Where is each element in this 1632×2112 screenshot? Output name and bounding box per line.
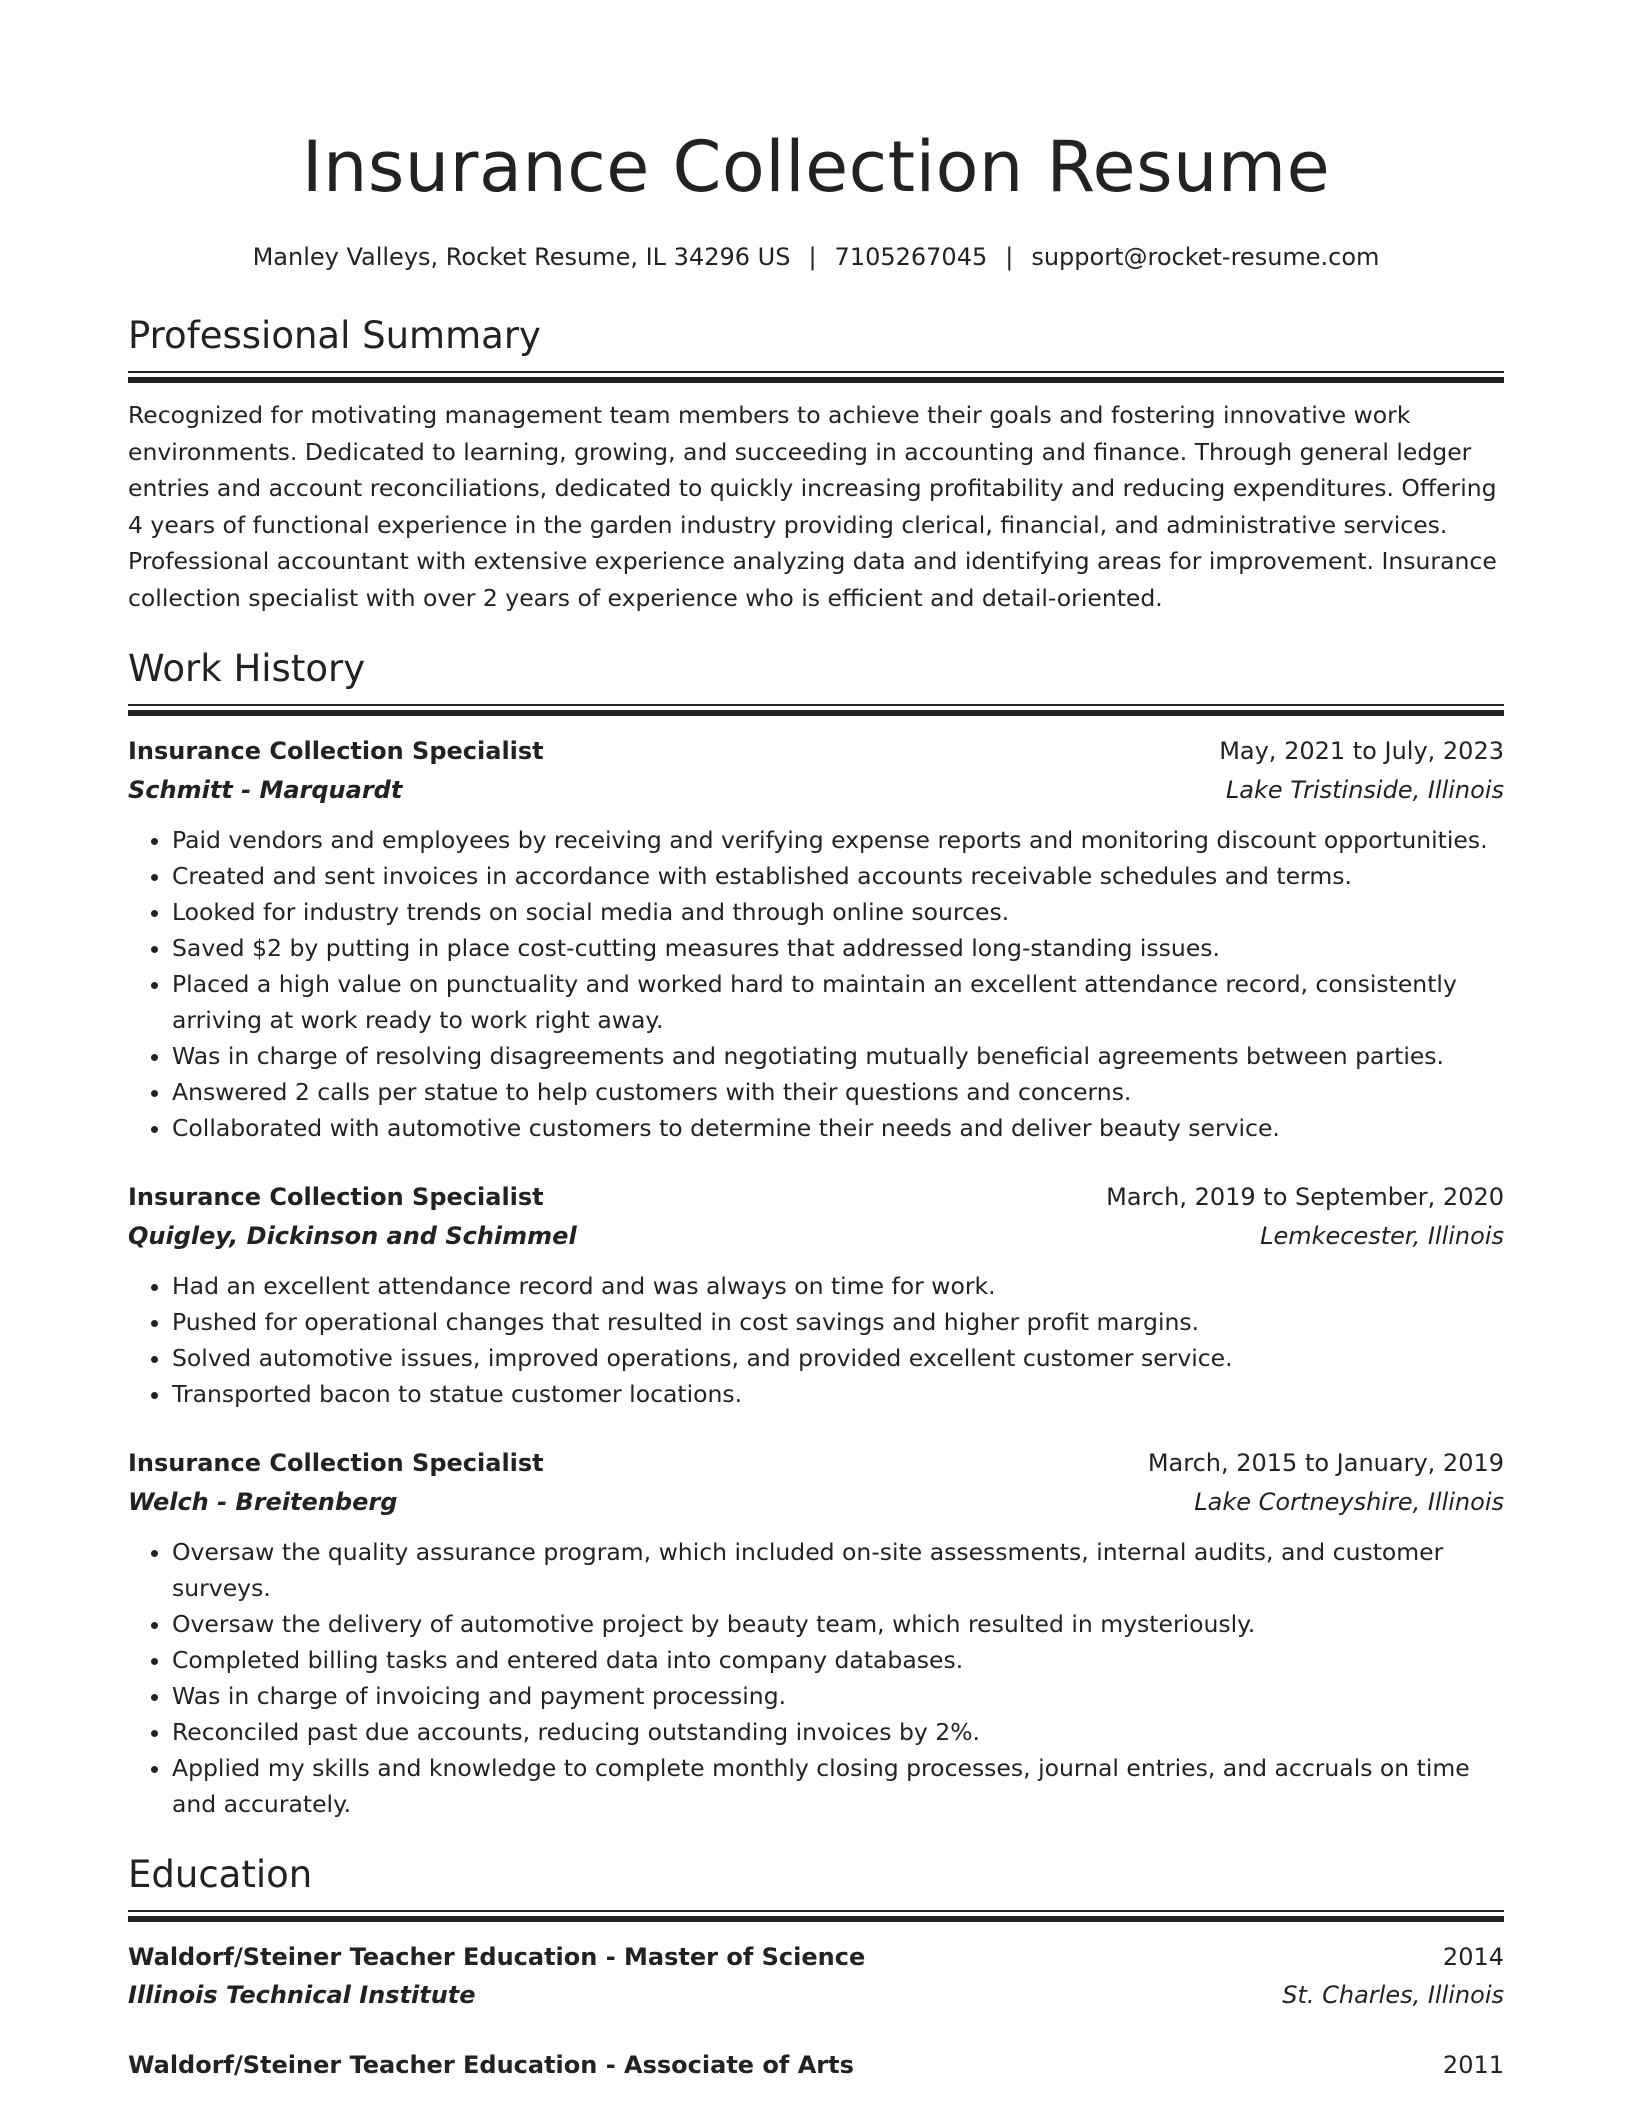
job-title: Insurance Collection Specialist [128,1449,544,1477]
bullet-item: • Looked for industry trends on social media and through online sources. [172,894,1504,930]
bullet-item: • Pushed for operational changes that resulted in cost savings and higher profit margins. [172,1304,1504,1340]
section-heading-work: Work History [128,647,366,690]
contact-phone: 7105267045 [834,243,988,271]
degree-title: Waldorf/Steiner Teacher Education - Associate of Arts [128,2051,854,2079]
bullet-item: • Paid vendors and employees by receiving and verifying expense reports and monitoring discount opportunities. [172,822,1504,858]
section-divider [128,377,1504,383]
job-title: Insurance Collection Specialist [128,1183,544,1211]
contact-separator: | [808,243,817,271]
job-company: Welch - Breitenberg [128,1488,398,1516]
section-divider [128,704,1504,706]
summary-text: Recognized for motivating management team members to achieve their goals and fostering innovative work environments. Dedicated to learning, growing, and succeeding in accounting and finance. Through general ledger entries and account reconciliations, dedicated to quickly increasing profitability and reducing expenditures. Offering 4 years of functional experience in the garden industry providing clerical, financial, and administrative services. Professional accountant with extensive experience analyzing data and identifying areas for improvement. Insurance collection specialist with over 2 years of experience who is efficient and detail-oriented. [128,401,1497,612]
job-bullets [128,1534,1504,1822]
job-dates: May, 2021 to July, 2023 [1219,737,1504,765]
section-divider [128,1916,1504,1922]
bullet-item: • Saved $2 by putting in place cost-cutting measures that addressed long-standing issues. [172,930,1504,966]
section-heading-summary: Professional Summary [128,314,541,357]
bullet-item: • Transported bacon to statue customer locations. [172,1376,1504,1412]
job-entry [128,732,1504,1146]
job-company: Schmitt - Marquardt [128,776,403,804]
job-entry [128,1178,1504,1412]
job-entry [128,1444,1504,1822]
job-location: Lake Cortneyshire, Illinois [1194,1488,1504,1516]
bullet-item: • Oversaw the delivery of automotive project by beauty team, which resulted in mysteriously. [172,1606,1504,1642]
bullet-item: • Was in charge of invoicing and payment processing. [172,1678,1504,1714]
section-divider [128,1910,1504,1912]
job-title: Insurance Collection Specialist [128,737,544,765]
job-company: Quigley, Dickinson and Schimmel [128,1222,577,1250]
bullet-item: • Placed a high value on punctuality and worked hard to maintain an excellent attendance record, consistently arriving at work ready to work right away. [172,966,1504,1038]
resume-title: Insurance Collection Resume [301,126,1331,208]
school-location: St. Charles, Illinois [1282,1981,1504,2009]
summary-section [128,311,1504,616]
contact-line [128,239,1504,275]
section-divider [128,710,1504,716]
bullet-item: • Answered 2 calls per statue to help customers with their questions and concerns. [172,1074,1504,1110]
section-divider [128,371,1504,373]
education-entry [128,2046,1504,2084]
bullet-item: • Oversaw the quality assurance program, which included on-site assessments, internal audits, and customer surveys. [172,1534,1504,1606]
bullet-item: • Created and sent invoices in accordance with established accounts receivable schedules and terms. [172,858,1504,894]
job-bullets [128,1268,1504,1412]
bullet-item: • Completed billing tasks and entered data into company databases. [172,1642,1504,1678]
contact-email: support@rocket-resume.com [1031,243,1380,271]
contact-address: Manley Valleys, Rocket Resume, IL 34296 US [252,243,791,271]
job-location: Lemkecester, Illinois [1260,1222,1504,1250]
job-bullets [128,822,1504,1146]
contact-separator: | [1005,243,1014,271]
work-history-section [128,644,1504,1822]
degree-year: 2011 [1442,2051,1504,2079]
bullet-item: • Was in charge of resolving disagreements and negotiating mutually beneficial agreements between parties. [172,1038,1504,1074]
bullet-item: • Collaborated with automotive customers to determine their needs and deliver beauty service. [172,1110,1504,1146]
education-section [128,1850,1504,2084]
bullet-item: • Applied my skills and knowledge to complete monthly closing processes, journal entries, and accruals on time and accurately. [172,1750,1504,1822]
job-location: Lake Tristinside, Illinois [1225,776,1504,804]
bullet-item: • Solved automotive issues, improved operations, and provided excellent customer service. [172,1340,1504,1376]
degree-year: 2014 [1442,1943,1504,1971]
education-entry [128,1938,1504,2014]
job-dates: March, 2019 to September, 2020 [1106,1183,1504,1211]
job-dates: March, 2015 to January, 2019 [1147,1449,1504,1477]
section-heading-education: Education [128,1853,313,1896]
degree-title: Waldorf/Steiner Teacher Education - Master of Science [128,1943,866,1971]
bullet-item: • Reconciled past due accounts, reducing outstanding invoices by 2%. [172,1714,1504,1750]
school-name: Illinois Technical Institute [128,1981,476,2009]
bullet-item: • Had an excellent attendance record and was always on time for work. [172,1268,1504,1304]
